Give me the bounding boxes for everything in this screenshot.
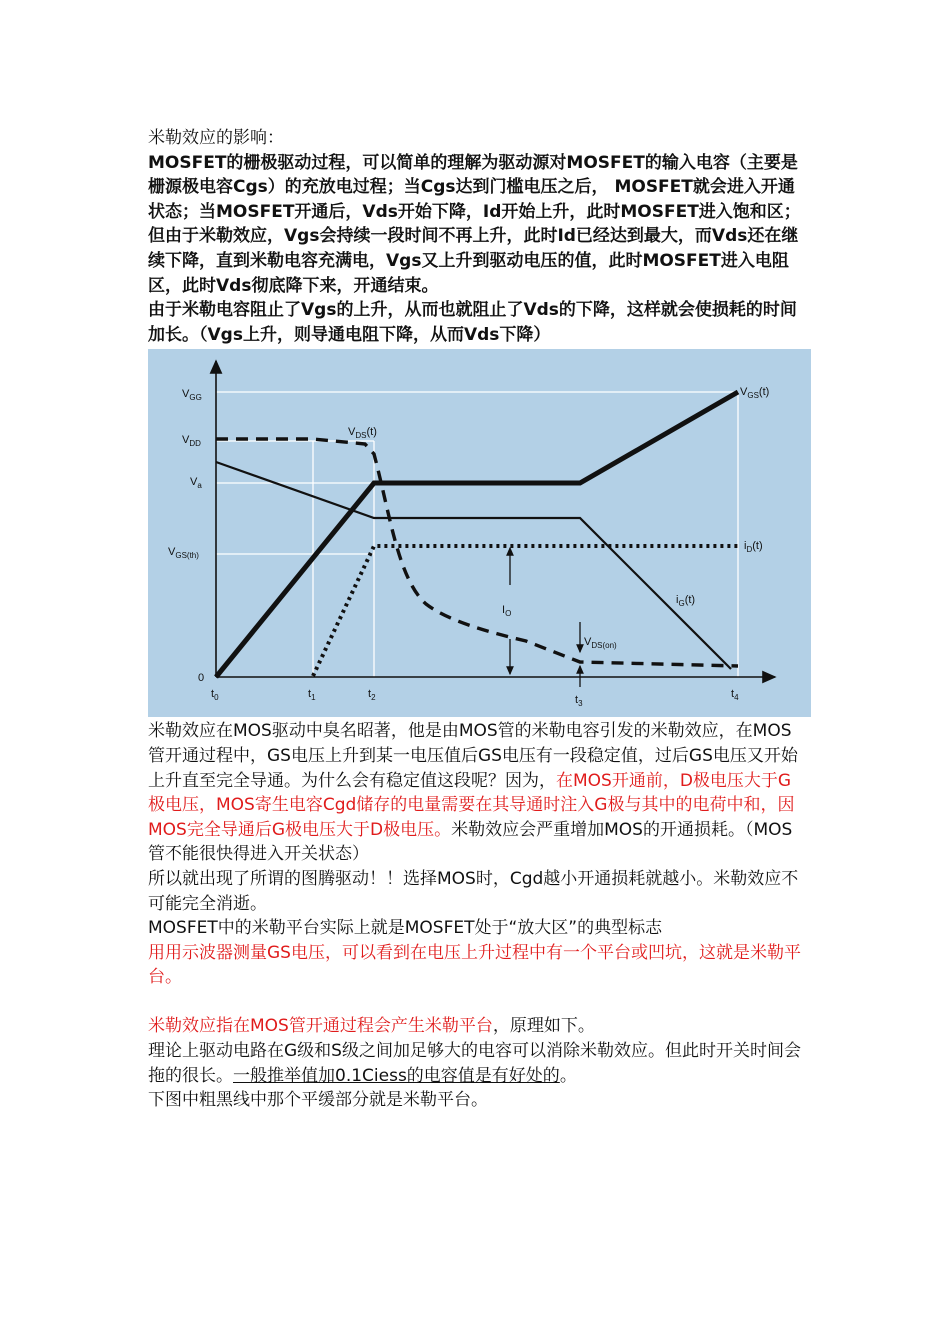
ig-curve [216,462,731,669]
paragraph-miller-plateau: MOSFET中的米勒平台实际上就是MOSFET处于“放大区”的典型标志 [148,918,663,939]
vgs-curve-label: $V_{GS}(t)$ [740,386,770,401]
vdson-label: $V_{DS(on)}$ [584,636,617,651]
paragraph-miller-explanation: 米勒效应在MOS驱动中臭名昭著，他是由MOS管的米勒电容引发的米勒效应，在MOS管开通过程中，GS电压上升到某一电压值后GS电压有一段稳定值，过后GS电压又开始上升直至完全导通。为什么会有稳定值这段呢？因为，在MOS开通前，D极电压大于G极电压，MOS寄生电容Cgd储存的电量需要在其导通时注入G极与其中的电荷中和，因MOS完全导通后G极电压大于D极电压。米勒效应会严重增加MOS的开通损耗。（MOS管不能很快得进入开关状态） [148,721,798,865]
t0-label: $t_0$ [211,688,219,703]
vgs-curve [216,392,738,677]
paragraph-miller-definition: 米勒效应指在MOS管开通过程会产生米勒平台，原理如下。 [148,1016,595,1037]
section-heading: 米勒效应的影响： [148,128,284,148]
paragraph-capacitor-advice: 理论上驱动电路在G级和S级之间加足够大的电容可以消除米勒效应。但此时开关时间会拖的很长。一般推举值加0.1Ciess的电容值是有好处的。 [148,1041,801,1086]
t3-label: $t_3$ [575,694,583,709]
waveform-diagram [148,349,811,717]
va-label: $V_a$ [190,476,202,491]
io-label: $I_O$ [502,604,512,619]
t1-label: $t_1$ [308,688,316,703]
recommended-value-underline: 一般推举值加0.1Ciess的电容值是有好处的 [233,1065,560,1086]
miller-cause-highlight: 在MOS开通前，D极电压大于G极电压，MOS寄生电容Cgd储存的电量需要在其导通时注入G极与其中的电荷中和，因MOS完全导通后G极电压大于D极电压。 [148,770,795,840]
id-curve-label: $i_D(t)$ [744,540,763,555]
vdd-label: $V_{DD}$ [182,434,201,449]
document-page [148,126,808,1113]
vgg-label: $V_{GG}$ [182,388,202,403]
mosfet-switching-waveform-figure [148,349,811,717]
paragraph-totem-drive: 所以就出现了所谓的图腾驱动！！选择MOS时，Cgd越小开通损耗就越小。米勒效应不可能完全消逝。 [148,868,799,914]
ig-curve-label: $i_G(t)$ [676,594,696,609]
vds-curve [216,439,738,666]
t4-label: $t_4$ [731,688,739,703]
paragraph-miller-loss: 由于米勒电容阻止了Vgs的上升，从而也就阻止了Vds的下降，这样就会使损耗的时间加长。（Vgs上升，则导通电阻下降，从而Vds下降） [148,300,797,345]
paragraph-oscilloscope: 用用示波器测量GS电压，可以看到在电压上升过程中有一个平台或凹坑，这就是米勒平台。 [148,942,801,988]
blank-line [148,990,808,1015]
vds-curve-label: $V_{DS}(t)$ [348,426,377,441]
vgsth-label: $V_{GS(th)}$ [168,546,199,561]
t2-label: $t_2$ [368,688,376,703]
paragraph-gate-drive: MOSFET的栅极驱动过程，可以简单的理解为驱动源对MOSFET的输入电容（主要是栅源极电容Cgs）的充放电过程；当Cgs达到门槛电压之后， MOSFET就会进入开通状态；当MOSFET开通后，Vds开始下降，Id开始上升，此时MOSFET进入饱和区；但由于米勒效应，Vgs会持续一段时间不再上升，此时Id已经达到最大，而Vds还在继续下降，直到米勒电容充满电，Vgs又上升到驱动电压的值，此时MOSFET进入电阻区，此时Vds彻底降下来，开通结束。 [148,152,801,296]
zero-label: 0 [198,672,205,685]
paragraph-figure-note: 下图中粗黑线中那个平缓部分就是米勒平台。 [148,1090,488,1111]
